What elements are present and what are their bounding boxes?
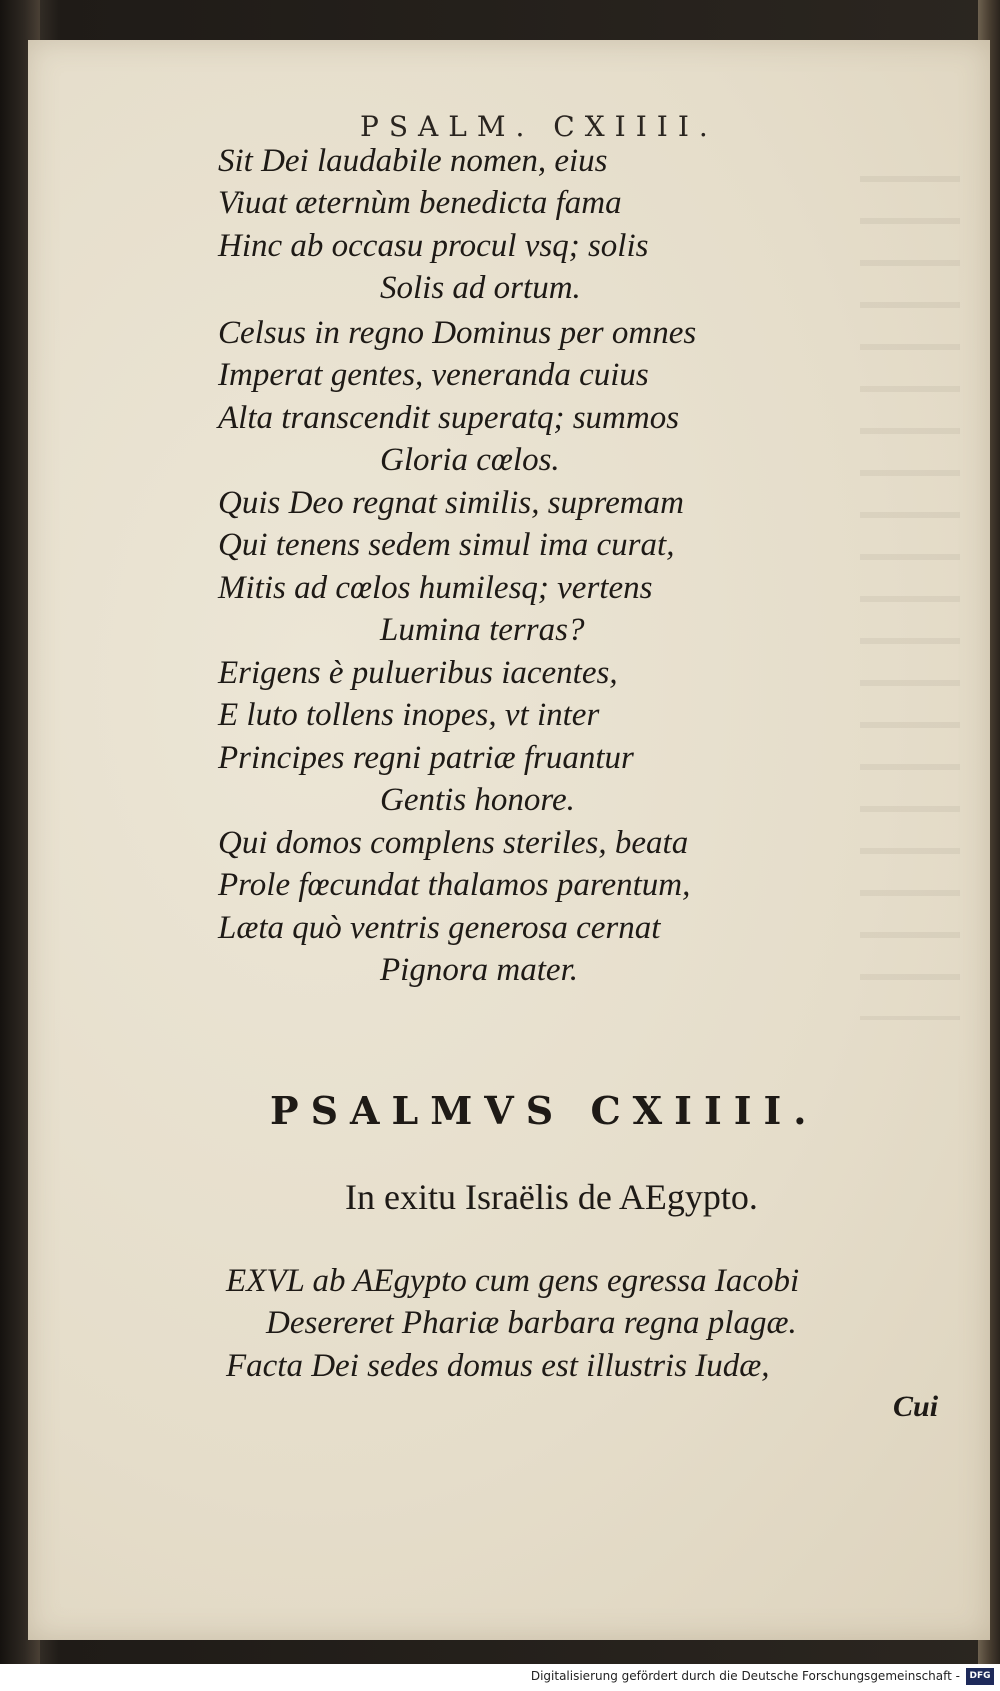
- verse-line: Mitis ad cœlos humilesq; vertens: [218, 570, 653, 606]
- verse-line: Imperat gentes, veneranda cuius: [218, 357, 649, 393]
- verse-line: Principes regni patriæ fruantur: [218, 740, 634, 776]
- verse-line: Gentis honore.: [380, 782, 575, 818]
- verse-line: E luto tollens inopes, vt inter: [218, 697, 600, 733]
- verse-line: Læta quò ventris generosa cernat: [218, 910, 661, 946]
- verse-line: Erigens è pulueribus iacentes,: [218, 655, 618, 691]
- verse-line: Gloria cœlos.: [380, 442, 560, 478]
- verse-line: Pignora mater.: [380, 952, 578, 988]
- running-title: PSALM. CXIIII.: [360, 110, 718, 143]
- verse-line: Solis ad ortum.: [380, 270, 581, 306]
- verse-line: Qui domos complens steriles, beata: [218, 825, 689, 861]
- funding-credit: Digitalisierung gefördert durch die Deutsche Forschungsgemeinschaft -: [530, 1669, 960, 1683]
- verse-line: Alta transcendit superatq; summos: [218, 400, 680, 436]
- psalm-subtitle: In exitu Israëlis de AEgypto.: [345, 1177, 758, 1217]
- verse-line: EXVL ab AEgypto cum gens egressa Iacobi: [226, 1263, 800, 1299]
- verse-line: Sit Dei laudabile nomen, eius: [218, 143, 608, 179]
- verse-line: Celsus in regno Dominus per omnes: [218, 315, 697, 351]
- verse-line: Lumina terras?: [380, 612, 585, 648]
- verse-line: Desereret Phariæ barbara regna plagæ.: [266, 1305, 797, 1341]
- verse-line: Hinc ab occasu procul vsq; solis: [218, 228, 649, 264]
- psalm-title: PSALMVS CXIIII.: [270, 1088, 819, 1133]
- verse-line: Facta Dei sedes domus est illustris Iudæ,: [226, 1348, 770, 1384]
- verse-line: Quis Deo regnat similis, supremam: [218, 485, 684, 521]
- verse-line: Qui tenens sedem simul ima curat,: [218, 527, 675, 563]
- catchword: Cui: [893, 1390, 939, 1423]
- dfg-logo-icon: DFG: [966, 1668, 994, 1685]
- verse-line: Prole fœcundat thalamos parentum,: [218, 867, 691, 903]
- verse-line: Viuat æternùm benedicta fama: [218, 185, 622, 221]
- footer-bar: [0, 1664, 1000, 1691]
